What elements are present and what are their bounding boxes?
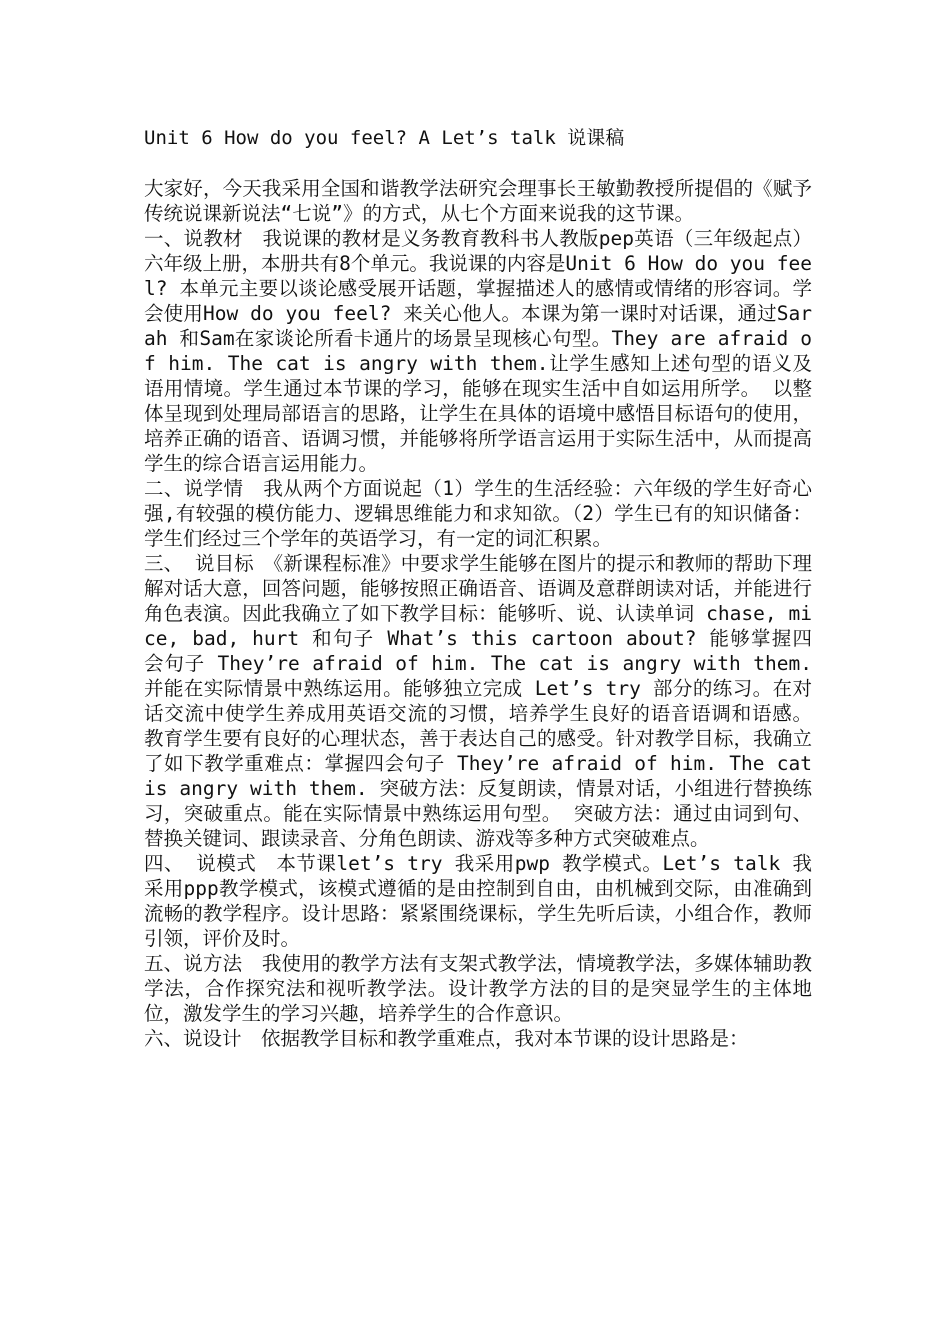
paragraph-mode: 四、 说模式 本节课let’s try 我采用pwp 教学模式。Let’s talk 我采用ppp教学模式，该模式遵循的是由控制到自由，由机械到交际，由准确到流畅的教学程序。设计思路：紧紧围绕课标，学生先听后读，小组合作，教师引领，评价及时。 [144,852,812,950]
paragraph-methods: 五、说方法 我使用的教学方法有支架式教学法，情境教学法，多媒体辅助教学法，合作探究法和视听教学法。设计教学方法的目的是突显学生的主体地位，激发学生的学习兴趣，培养学生的合作意识。 [144,952,812,1025]
document-body [144,176,812,1051]
document-title: Unit 6 How do you feel? A Let’s talk 说课稿 [144,127,625,149]
paragraph-students: 二、说学情 我从两个方面说起（1）学生的生活经验：六年级的学生好奇心强,有较强的模仿能力、逻辑思维能力和求知欲。（2）学生已有的知识储备：学生们经过三个学年的英语学习，有一定的词汇积累。 [144,477,812,550]
paragraph-textbook: 一、说教材 我说课的教材是义务教育教科书人教版pep英语（三年级起点）六年级上册，本册共有8个单元。我说课的内容是Unit 6 How do you feel? 本单元主要以谈论感受展开话题，掌握描述人的感情或情绪的形容词。学会使用How do you feel? 来关心他人。本课为第一课时对话课，通过Sarah 和Sam在家谈论所看卡通片的场景呈现核心句型。They are afraid of him. The cat is angry with them.让学生感知上述句型的语义及语用情境。学生通过本节课的学习，能够在现实生活中自如运用所学。 以整体呈现到处理局部语言的思路，让学生在具体的语境中感悟目标语句的使用，培养正确的语音、语调习惯，并能够将所学语言运用于实际生活中，从而提高学生的综合语言运用能力。 [144,227,812,475]
paragraph-design: 六、说设计 依据教学目标和教学重难点，我对本节课的设计思路是： [144,1027,749,1050]
paragraph-intro: 大家好，今天我采用全国和谐教学法研究会理事长王敏勤教授所提倡的《赋予传统说课新说法“七说”》的方式，从七个方面来说我的这节课。 [144,177,812,225]
paragraph-objectives: 三、 说目标 《新课程标准》中要求学生能够在图片的提示和教师的帮助下理解对话大意，回答问题，能够按照正确语音、语调及意群朗读对话，并能进行角色表演。因此我确立了如下教学目标：能够听、说、认读单词 chase, mice, bad, hurt 和句子 What’s this cartoon about? 能够掌握四会句子 They’re afraid of him. The cat is angry with them.并能在实际情景中熟练运用。能够独立完成 Let’s try 部分的练习。在对话交流中使学生养成用英语交流的习惯，培养学生良好的语音语调和语感。 教育学生要有良好的心理状态，善于表达自己的感受。针对教学目标，我确立了如下教学重难点：掌握四会句子 They’re afraid of him. The cat is angry with them. 突破方法：反复朗读，情景对话，小组进行替换练习，突破重点。能在实际情景中熟练运用句型。 突破方法：通过由词到句、替换关键词、跟读录音、分角色朗读、游戏等多种方式突破难点。 [144,552,812,850]
